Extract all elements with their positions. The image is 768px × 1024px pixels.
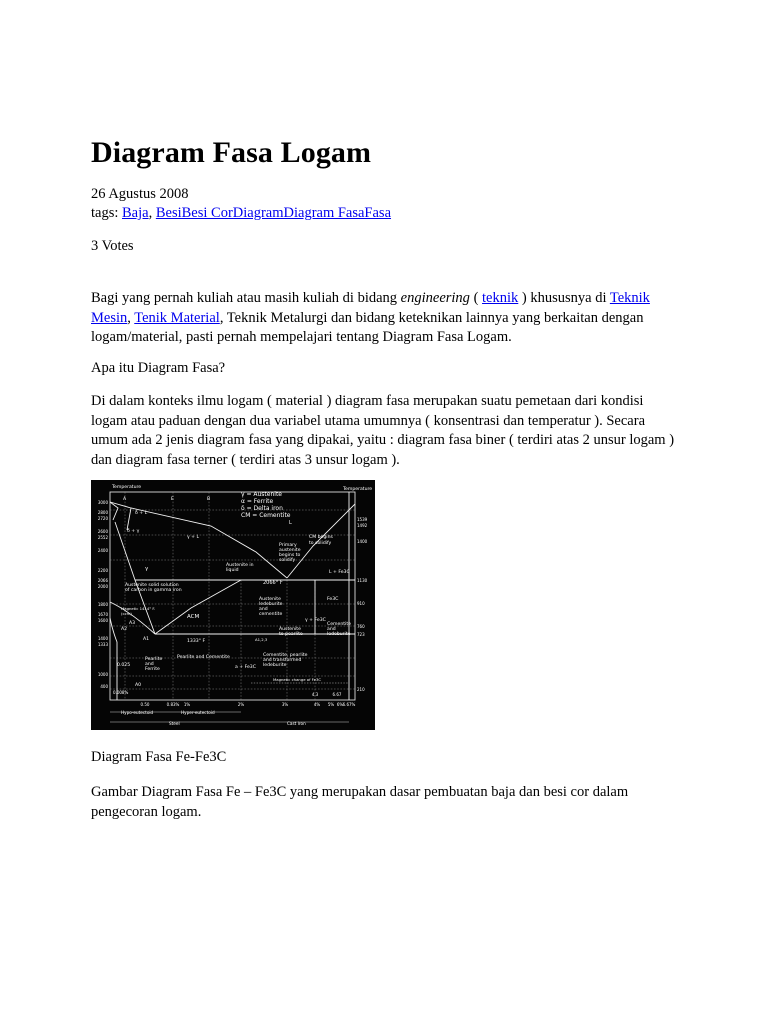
x-mark: 4.3 — [311, 692, 319, 697]
region-l-fe3c: L + Fe3C — [329, 570, 350, 575]
left-tick: 1400 — [97, 636, 108, 641]
x-tick: 5% — [327, 702, 335, 707]
phase-diagram-image — [91, 480, 375, 730]
x-tick: 4% — [313, 702, 321, 707]
left-tick: 2066 — [97, 578, 108, 583]
label-steel: Steel — [169, 721, 180, 726]
region-pearlite-ferrite: Ferrite — [145, 667, 160, 672]
region-pearlite-ferrite: Pearlite — [145, 657, 163, 662]
left-tick: 2600 — [97, 529, 108, 534]
region-austenite-ledeburite: Austenite — [259, 597, 281, 602]
axis-title-left: Temperature — [112, 485, 142, 490]
left-tick: 1000 — [97, 672, 108, 677]
x-tick: 6% — [336, 702, 344, 707]
figure-caption: Diagram Fasa Fe-Fe3C — [91, 749, 227, 765]
region-cementite-ledeburite: Cementite — [327, 622, 351, 627]
label-a3: A3 — [129, 621, 136, 626]
right-tick: 1492 — [357, 523, 368, 528]
left-tick: 400 — [100, 684, 108, 689]
top-letter: B — [207, 497, 211, 502]
x-tick: 0.83% — [166, 702, 180, 707]
vote-count: 3 Votes — [91, 238, 134, 254]
link-teknik-mesin[interactable]: Teknik Mesin — [91, 290, 650, 326]
left-tick: 2200 — [97, 568, 108, 573]
top-letter: E — [171, 497, 174, 502]
intro-text-5: , Teknik Metalurgi dan bidang keteknikan lainnya yang berkaitan dengan logam/material, pasti pernah mempelajari tentang Diagram Fasa Logam. — [91, 309, 644, 345]
region-primary: begins to — [279, 553, 301, 558]
region-delta-gamma: δ + γ — [127, 529, 140, 534]
bottom-labels — [110, 710, 349, 726]
intro-paragraph — [91, 289, 677, 348]
left-tick-labels — [98, 500, 109, 689]
region-pearlite-ferrite: and — [145, 662, 154, 667]
right-tick-labels — [357, 517, 368, 692]
region-primary: solidify — [279, 558, 296, 563]
tag-link-besi[interactable]: BesiBesi CorDiagramDiagram FasaFasa — [155, 205, 392, 221]
region-cementite-pearlite: Cementite, pearlite — [263, 653, 308, 658]
region-pearlite-cementite: Pearlite and Cementite — [177, 655, 230, 660]
legend-entry: CM = Cementite — [241, 512, 291, 519]
left-tick: 1333 — [97, 642, 108, 647]
right-tick: 1400 — [357, 539, 368, 544]
legend-entry: δ = Delta iron — [241, 505, 283, 512]
section-question: Apa itu Diagram Fasa? — [91, 360, 226, 376]
axis-title-right: Temperature — [343, 487, 373, 492]
label-a2: A2 — [121, 627, 128, 632]
region-austenite-liquid: Austenite in — [226, 563, 254, 568]
region-austenite-solid: of carbon in gamma iron — [125, 588, 182, 593]
label-cast-iron: Cast Iron — [287, 721, 306, 726]
magnetic-change-label: Magnetic change of Fe3C — [273, 677, 322, 682]
region-cementite-pearlite: ledeburite — [263, 663, 287, 668]
region-cementite-ledeburite: and — [327, 627, 336, 632]
intro-text-1: Bagi yang pernah kuliah atau masih kuliah di bidang — [91, 290, 401, 306]
region-austenite-pearlite: to pearlite — [279, 632, 303, 637]
left-tick: 2552 — [97, 535, 108, 540]
left-tick: 3000 — [97, 500, 108, 505]
x-tick: 2% — [237, 702, 245, 707]
region-magnetic: Magnetic 1414° F. — [121, 606, 156, 611]
closing-paragraph: Gambar Diagram Fasa Fe – Fe3C yang merupakan dasar pembuatan baja dan besi cor dalam pengecoran logam. — [91, 784, 629, 820]
left-tick: 2400 — [97, 548, 108, 553]
intro-text-4: , — [127, 309, 135, 326]
definition-paragraph: Di dalam konteks ilmu logam ( material ) diagram fasa merupakan suatu pemetaan dari kondisi logam atau paduan dengan dua variabel utama umumnya ( konsentrasi dan temperatur ). Secara umum ada 2 jenis diagram fasa yang dipakai, yaitu : diagram fasa biner ( terdiri atas 2 unsur logam ) dan diagram fasa terner ( terdiri atas 3 unsur logam ). — [91, 393, 675, 468]
region-austenite-ledeburite: ledeburite — [259, 602, 283, 607]
region-fe3c: Fe3C — [327, 597, 339, 602]
temp-2066: 2066° F — [263, 580, 283, 586]
right-tick: 723 — [357, 632, 365, 637]
right-tick: 1539 — [357, 517, 368, 522]
region-cementite-pearlite: and transformed — [263, 658, 302, 663]
region-austenite-solid: Austenite solid solution — [125, 583, 179, 588]
top-letter: A — [123, 497, 127, 502]
right-tick: 1130 — [357, 578, 368, 583]
left-tick: 1670 — [97, 612, 108, 617]
region-cementite-ledeburite: ledeburite — [327, 632, 351, 637]
label-hyper-eutectoid: Hyper-eutectoid — [181, 710, 215, 715]
link-teknik[interactable]: teknik — [482, 290, 519, 306]
intro-text-2: ( — [469, 290, 483, 306]
region-primary: austenite — [279, 548, 301, 553]
region-delta-l: δ + L — [135, 511, 148, 516]
post-date: 26 Agustus 2008 — [91, 186, 189, 202]
region-cm-begins: to solidify — [309, 541, 332, 546]
x-tick: 0.50 — [140, 702, 150, 707]
x-mark: 6.67 — [332, 692, 342, 697]
region-gamma-l: γ + L — [187, 535, 200, 540]
left-tick: 1600 — [97, 618, 108, 623]
tag-link-baja[interactable]: Baja — [122, 205, 149, 221]
label-0008: 0.008% — [113, 690, 129, 695]
intro-emphasis: engineering — [400, 290, 470, 306]
label-hypo-eutectoid: Hypo-eutectoid — [121, 710, 154, 715]
x-tick: 3% — [281, 702, 289, 707]
left-tick: 1800 — [97, 602, 108, 607]
region-austenite-liquid: liquid — [226, 568, 239, 573]
intro-text-3: ) khususnya di — [518, 290, 610, 306]
region-l: L — [289, 520, 292, 526]
label-0025: 0.025 — [117, 663, 131, 668]
label-a0: A0 — [135, 683, 142, 688]
region-austenite-ledeburite: cementite — [259, 612, 283, 617]
post-meta — [91, 185, 391, 223]
legend-entry: γ = Austenite — [241, 491, 282, 498]
region-cm-begins: CM begins — [309, 535, 333, 540]
right-tick: 910 — [357, 601, 365, 606]
label-a123: A1,2,3 — [255, 637, 268, 642]
x-tick: 6.67% — [342, 702, 356, 707]
tags-line: tags: Baja, BesiBesi CorDiagramDiagram FasaFasa — [91, 205, 392, 221]
region-primary: Primary — [279, 543, 297, 548]
left-tick: 2000 — [97, 584, 108, 589]
right-tick: 210 — [357, 687, 365, 692]
label-a1: A1 — [143, 637, 150, 642]
region-austenite-ledeburite: and — [259, 607, 268, 612]
region-gamma-fe3c: γ + Fe3C — [305, 618, 326, 623]
x-tick: 1% — [183, 702, 191, 707]
temp-1333: 1333° F — [187, 639, 206, 644]
region-austenite-pearlite: Austenite — [279, 627, 301, 632]
left-tick: 2720 — [97, 516, 108, 521]
region-acm: ACM — [187, 614, 200, 620]
region-magnetic: (ccm) — [121, 611, 132, 616]
region-alpha-fe3c: a + Fe3C — [235, 665, 256, 670]
link-tenik-material[interactable]: Tenik Material — [134, 309, 220, 326]
legend — [241, 491, 291, 519]
left-tick: 2800 — [97, 510, 108, 515]
tags-label: tags: — [91, 205, 119, 221]
page-title: Diagram Fasa Logam — [91, 136, 372, 169]
region-gamma: γ — [145, 566, 149, 572]
legend-entry: α = Ferrite — [241, 498, 274, 505]
right-tick: 760 — [357, 624, 365, 629]
